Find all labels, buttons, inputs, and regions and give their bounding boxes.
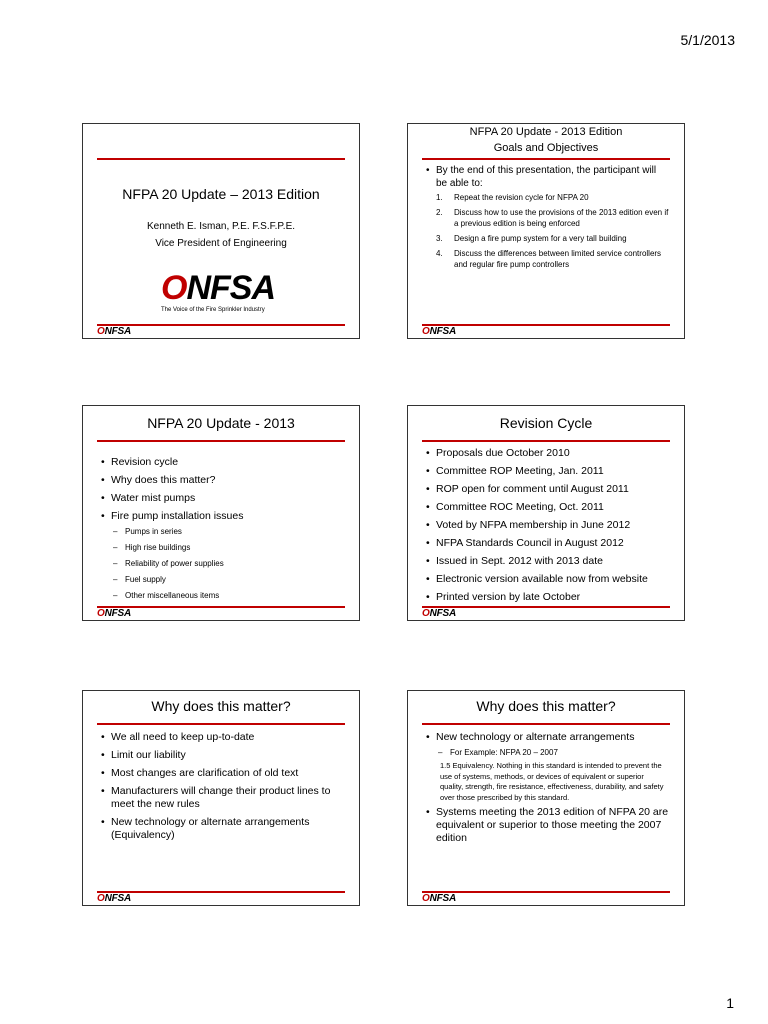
bullet: • Proposals due October 2010 (426, 447, 670, 460)
footer-rule (97, 891, 345, 893)
bullet: • Issued in Sept. 2012 with 2013 date (426, 555, 670, 568)
footer-rule (97, 324, 345, 326)
title-rule (422, 723, 670, 725)
footer-rule (422, 891, 670, 893)
bullet: • Committee ROP Meeting, Jan. 2011 (426, 465, 670, 478)
slide-goals (407, 123, 685, 339)
title-rule (97, 723, 345, 725)
bullet: • Limit our liability (101, 749, 345, 762)
bullet: • Printed version by late October (426, 591, 670, 604)
bullet: • Most changes are clarification of old text (101, 767, 345, 780)
slide-why-matter-1 (82, 690, 360, 906)
page-number: 1 (726, 995, 734, 1011)
footer-rule (422, 606, 670, 608)
footer-logo: ONFSA (97, 608, 132, 619)
footer-logo: ONFSA (422, 893, 457, 904)
slide-title-text: NFPA 20 Update - 2013 (147, 415, 295, 431)
nfsa-logo: ONFSA The Voice of the Fire Sprinkler Industry (161, 269, 276, 313)
slide-title-text: NFPA 20 Update – 2013 Edition (122, 186, 320, 202)
bullet: • Why does this matter? (101, 474, 345, 487)
bullet: • Committee ROC Meeting, Oct. 2011 (426, 501, 670, 514)
title-rule (97, 158, 345, 160)
sub-bullet: – High rise buildings (111, 542, 345, 553)
bullet: • Revision cycle (101, 456, 345, 469)
sub-bullet: – Reliability of power supplies (111, 558, 345, 569)
footer-rule (422, 324, 670, 326)
logo-tagline: The Voice of the Fire Sprinkler Industry (161, 307, 265, 313)
bullet: • New technology or alternate arrangements – For Example: NFPA 20 – 2007 1.5 Equivalency. Nothing in this standard is intended to prevent the use of systems, methods, or devices of equivalent or superior quality, strength, fire resistance, effectiveness, durability, and safety over those prescribed by this standard. (426, 731, 670, 803)
bullet: • Electronic version available now from website (426, 573, 670, 586)
slide-why-matter-2 (407, 690, 685, 906)
goal-item: 2. Discuss how to use the provisions of the 2013 edition even if a previous edition is being enforced (436, 207, 670, 229)
slide-update-overview (82, 405, 360, 621)
goal-item: 3. Design a fire pump system for a very tall building (436, 233, 670, 244)
bullet: • NFPA Standards Council in August 2012 (426, 537, 670, 550)
bullet-intro: • By the end of this presentation, the participant will be able to: 1. Repeat the revision cycle for NFPA 20 2. Discuss how to use the provisions of the 2013 edition even if a previous edition is being enforced 3. Design a fire pump system for a very tall building 4. Discuss the differences between limited service controllers and regular fire pump controllers (426, 164, 670, 270)
bullet: • Fire pump installation issues – Pumps in series – High rise buildings – Reliability of power supplies – Fuel supply – Other miscellaneous items (101, 510, 345, 601)
goal-item: 4. Discuss the differences between limited service controllers and regular fire pump controllers (436, 248, 670, 270)
footer-rule (97, 606, 345, 608)
slide-title-line1: NFPA 20 Update - 2013 Edition (469, 126, 623, 138)
title-rule (97, 440, 345, 442)
goal-item: 1. Repeat the revision cycle for NFPA 20 (436, 192, 670, 203)
presenter-name: Kenneth E. Isman, P.E. F.S.F.P.E. (146, 221, 296, 232)
bullet: • Systems meeting the 2013 edition of NFPA 20 are equivalent or superior to those meeting the 2007 edition (426, 806, 670, 845)
footer-logo: ONFSA (422, 608, 457, 619)
slide-title-text: Why does this matter? (151, 698, 291, 714)
sub-bullet: – Fuel supply (111, 574, 345, 585)
bullet: • Manufacturers will change their product lines to meet the new rules (101, 785, 345, 811)
footer-logo: ONFSA (97, 893, 132, 904)
slide-title (82, 123, 360, 339)
slide-title-text: Why does this matter? (476, 698, 616, 714)
presenter-role: Vice President of Engineering (155, 238, 287, 249)
bullet: • We all need to keep up-to-date (101, 731, 345, 744)
bullet: • Voted by NFPA membership in June 2012 (426, 519, 670, 532)
bullet: • New technology or alternate arrangements (Equivalency) (101, 816, 345, 842)
footer-logo: ONFSA (97, 326, 132, 337)
title-rule (422, 440, 670, 442)
bullet: • ROP open for comment until August 2011 (426, 483, 670, 496)
title-rule (422, 158, 670, 160)
footer-logo: ONFSA (422, 326, 457, 337)
slide-title-text: Revision Cycle (499, 415, 593, 431)
equivalency-quote: 1.5 Equivalency. Nothing in this standard is intended to prevent the use of systems, methods, or devices of equivalent or superior quality, strength, fire resistance, effectiveness, durability, and safety over those prescribed by this standard. (440, 761, 664, 802)
slide-title-line2: Goals and Objectives (493, 142, 599, 154)
sub-bullet: – Other miscellaneous items (111, 590, 345, 601)
slide-revision-cycle (407, 405, 685, 621)
sub-bullet: – For Example: NFPA 20 – 2007 (436, 747, 670, 758)
bullet: • Water mist pumps (101, 492, 345, 505)
page-date: 5/1/2013 (680, 32, 735, 48)
sub-bullet: – Pumps in series (111, 526, 345, 537)
